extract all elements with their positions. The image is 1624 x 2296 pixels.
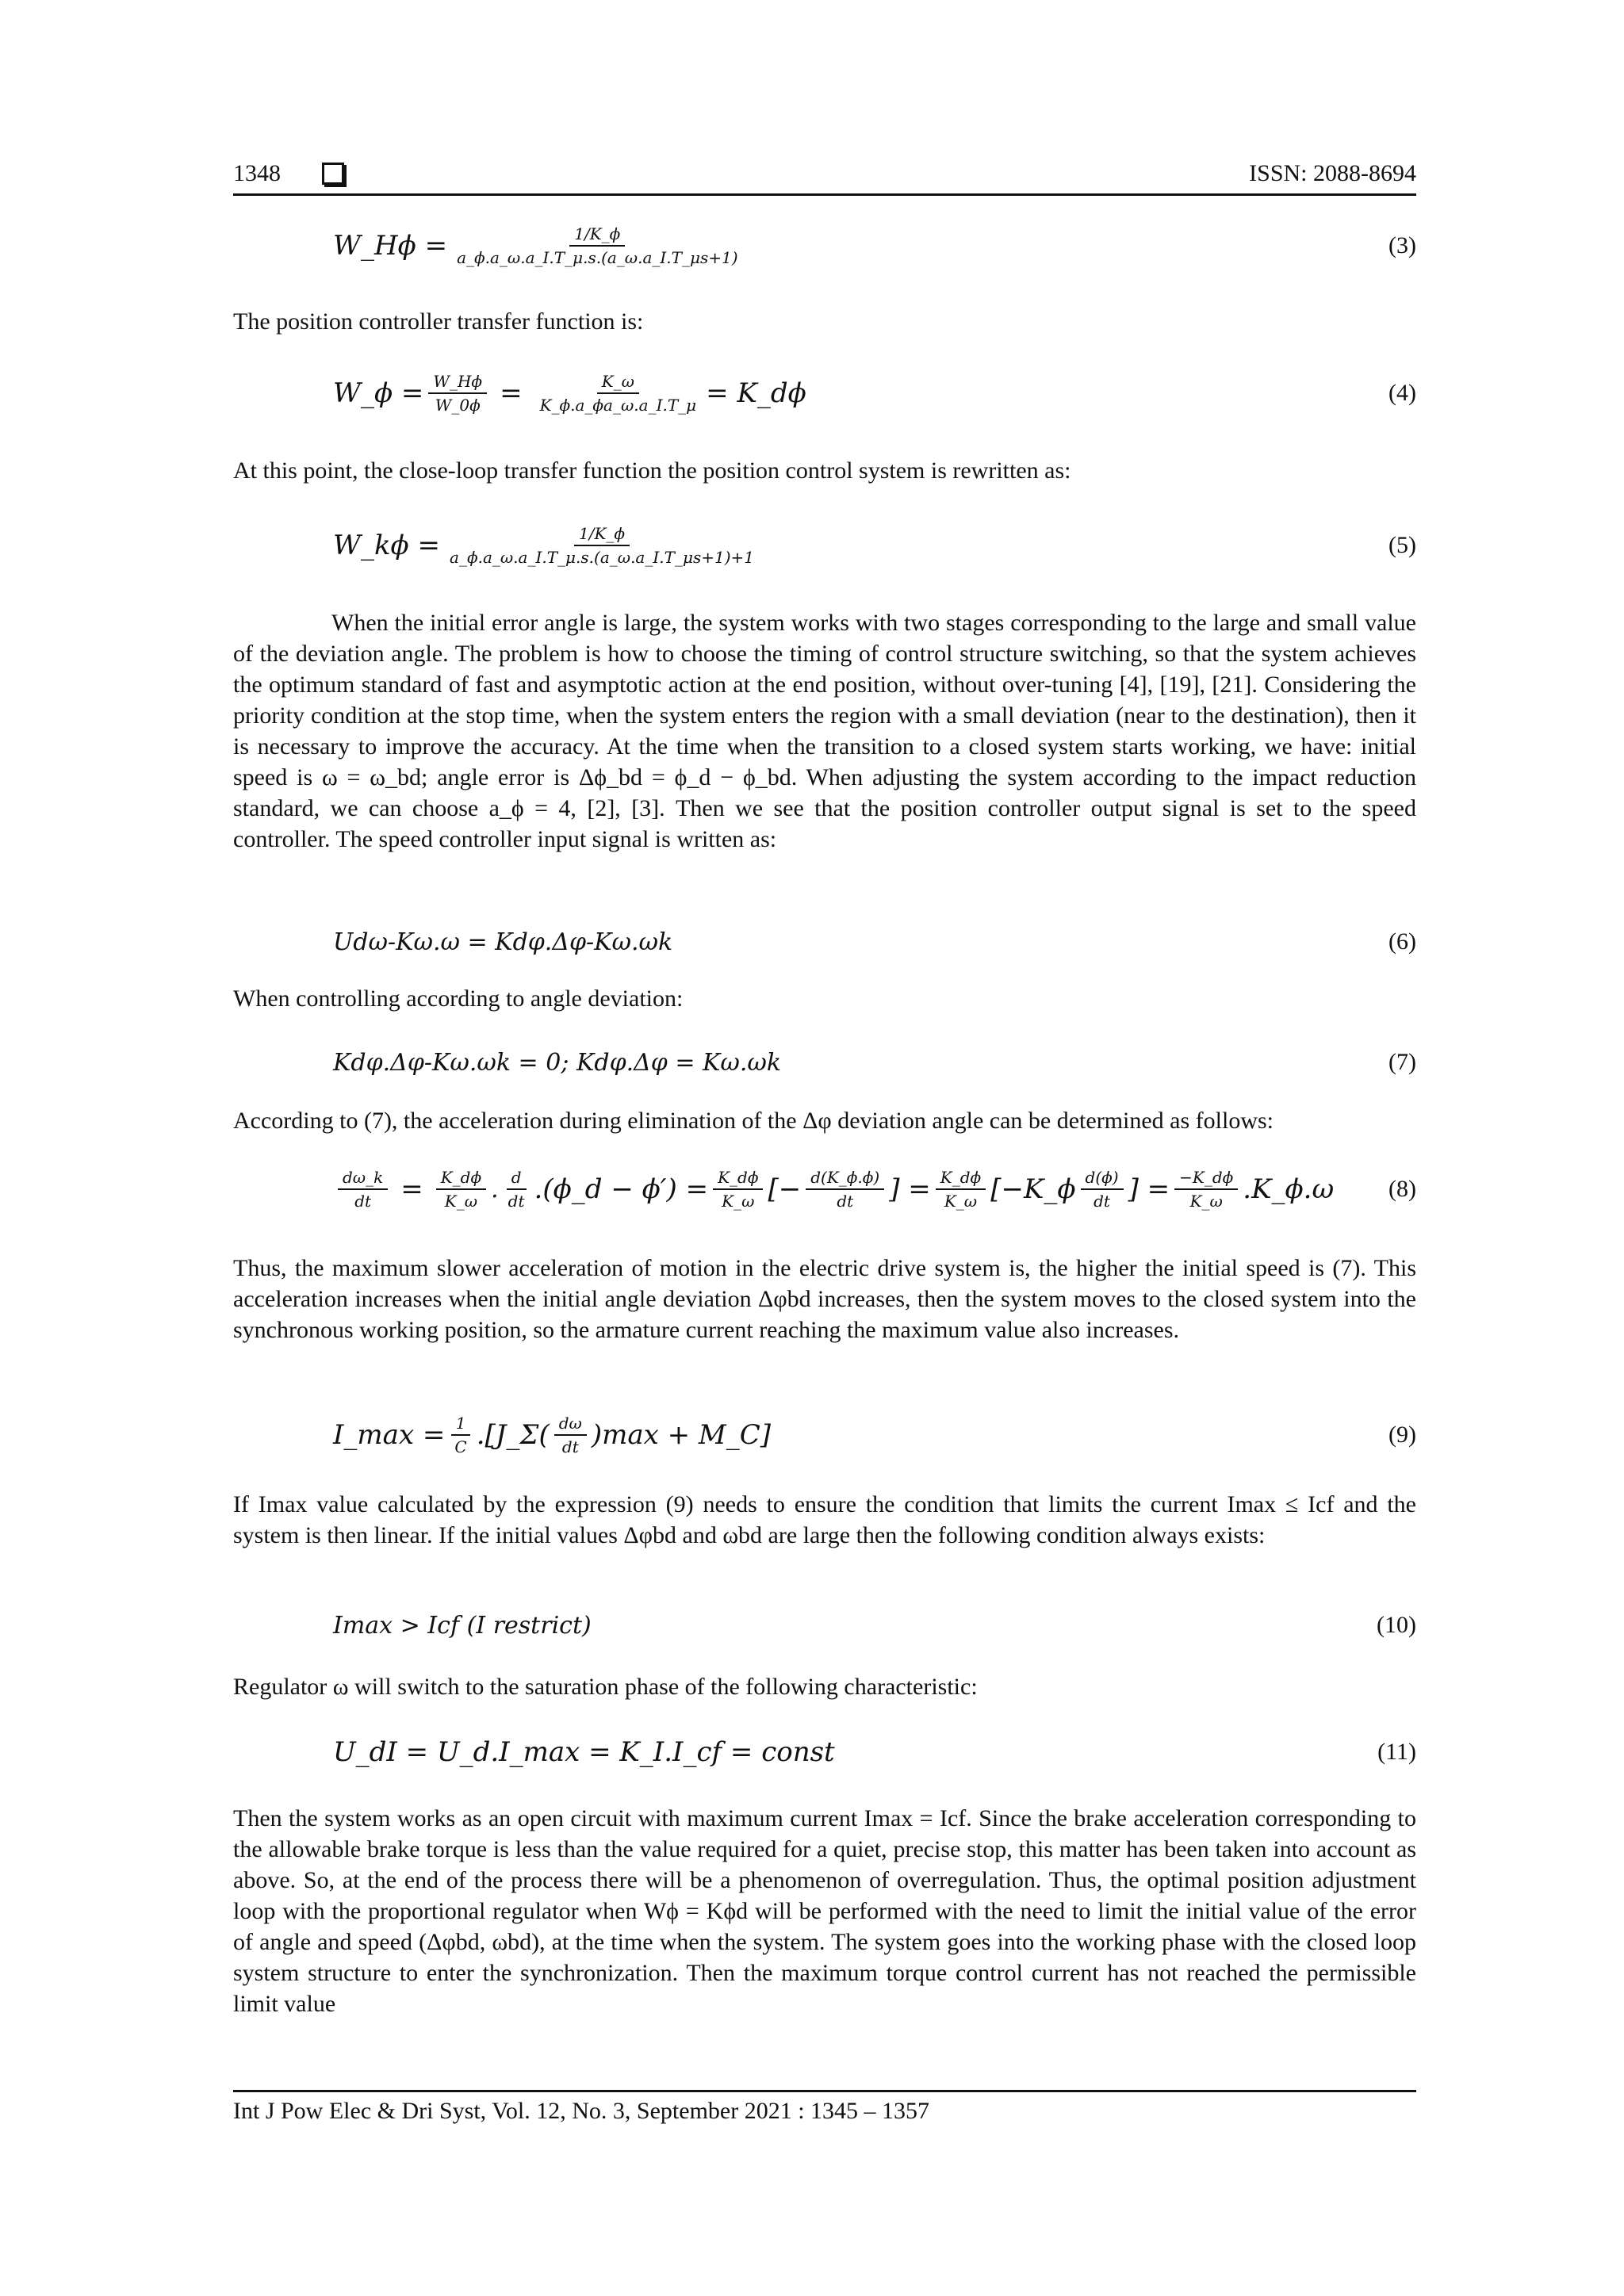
eq8-fraction-1	[338, 1168, 388, 1211]
eq8-f5-d: dt	[837, 1192, 854, 1211]
paragraph-6: Thus, the maximum slower acceleration of motion in the electric drive system is, the higher the initial speed is (7). This acceleration increases when the initial angle deviation Δφbd increases, then the system moves to the closed system into the synchronous working position, so the armature current reaching the maximum value also increases.	[233, 1255, 1416, 1343]
eq8-f4-d: K_ω	[722, 1192, 755, 1211]
paragraph-1: The position controller transfer function is:	[233, 308, 644, 335]
paragraph-2: At this point, the close-loop transfer function the position control system is rewritten as:	[233, 457, 1071, 484]
paragraph-9: Then the system works as an open circuit with maximum current Imax = Icf. Since the brake acceleration corresponding to the allowable brake torque is less than the value required for a quiet, precise stop, this matter has been taken into account as above. So, at the end of the process there will be a phenomenon of overregulation. Thus, the optimal position adjustment loop with the proportional regulator when Wϕ = Kϕd will be performed with the need to limit the initial value of the error of angle and speed (Δφbd, ωbd), at the time when the system. The system goes into the working phase with the closed loop system structure to enter the synchronization. Then the maximum torque control current has not reached the permissible limit value	[233, 1805, 1416, 2017]
equation-4	[333, 369, 1416, 417]
eq8-fraction-2	[436, 1168, 486, 1211]
equation-5	[333, 522, 1416, 569]
equation-9-expr	[333, 1411, 771, 1459]
eq9-g-n: dω	[554, 1414, 587, 1436]
eq8-f1-n: dω_k	[338, 1168, 388, 1190]
equation-3	[333, 222, 1416, 270]
eq9-tail: )max + M_C]	[591, 1419, 772, 1451]
footer-rule	[233, 2090, 1416, 2092]
eq8-mid4: [−K_ϕ	[990, 1173, 1076, 1205]
eq8-fraction-3	[504, 1168, 530, 1211]
eq9-number: (9)	[1388, 1422, 1416, 1448]
eq5-fraction	[445, 524, 759, 567]
eq8-dot: .	[491, 1175, 499, 1203]
eq9-fraction-2	[554, 1414, 587, 1456]
eq4-f2-denominator: K_ϕ.a_ϕa_ω.a_I.T_μ	[539, 396, 697, 415]
eq4-fraction-1	[428, 372, 487, 415]
eq6-number: (6)	[1388, 928, 1416, 955]
header-rule	[233, 193, 1416, 196]
eq8-f1-d: dt	[354, 1192, 372, 1211]
header-left	[233, 160, 344, 187]
eq9-body: .[J_Σ(	[476, 1419, 550, 1451]
eq8-number: (8)	[1388, 1176, 1416, 1202]
equation-9	[333, 1411, 1416, 1459]
eq8-mid2: [−	[768, 1173, 802, 1205]
eq4-fraction-2	[535, 372, 702, 415]
eq5-numerator: 1/K_ϕ	[574, 524, 630, 546]
equation-10-expr: Imax > Icf (I restrict)	[333, 1611, 592, 1640]
eq11-number: (11)	[1377, 1739, 1416, 1765]
eq4-f1-denominator: W_0ϕ	[435, 396, 481, 415]
eq5-number: (5)	[1388, 532, 1416, 558]
eq8-f5-n: d(K_ϕ.ϕ)	[806, 1168, 884, 1190]
equation-7	[333, 1039, 1416, 1086]
eq8-fraction-5	[806, 1168, 884, 1211]
paragraph-7: If Imax value calculated by the expression (9) needs to ensure the condition that limits the current Imax ≤ Icf and the system is then linear. If the initial values Δφbd and ωbd are large then the following condition always exists:	[233, 1491, 1416, 1548]
equation-11	[333, 1728, 1416, 1776]
eq4-equals: =	[500, 377, 523, 409]
running-footer: Int J Pow Elec & Dri Syst, Vol. 12, No. 3, September 2021 : 1345 – 1357	[233, 2098, 930, 2124]
eq8-fraction-6	[936, 1168, 986, 1211]
eq3-number: (3)	[1388, 232, 1416, 258]
paragraph-3: When the initial error angle is large, the system works with two stages corresponding to the large and small value of the deviation angle. The problem is how to choose the timing of control structure switching, so that the system achieves the optimum standard of fast and asymptotic action at the end position, without over-tuning [4], [19], [21]. Considering the priority condition at the stop time, when the system enters the region with a small deviation (near to the destination), then it is necessary to improve the accuracy. At the time when the transition to a closed system starts working, we have: initial speed is ω = ω_bd; angle error is Δϕ_bd = ϕ_d − ϕ_bd. When adjusting the system according to the impact reduction standard, we can choose a_ϕ = 4, [2], [3]. Then we see that the position controller output signal is set to the speed controller. The speed controller input signal is written as:	[233, 610, 1416, 852]
eq4-f2-numerator: K_ω	[597, 372, 639, 394]
eq8-f3-d: dt	[508, 1192, 525, 1211]
issn: ISSN: 2088-8694	[1249, 160, 1416, 186]
eq8-mid3: ] =	[889, 1173, 931, 1205]
eq4-number: (4)	[1388, 380, 1416, 406]
eq8-eq1: =	[400, 1173, 423, 1205]
equation-4-expr	[333, 369, 806, 417]
eq8-f4-n: K_dϕ	[713, 1168, 763, 1190]
ballot-box-icon	[322, 163, 344, 185]
eq8-fraction-7	[1081, 1168, 1124, 1211]
eq7-number: (7)	[1388, 1049, 1416, 1075]
eq8-f8-d: K_ω	[1189, 1192, 1223, 1211]
eq3-numerator: 1/K_ϕ	[569, 224, 625, 247]
equation-11-expr: U_dI = U_d.I_max = K_I.I_cf = const	[333, 1736, 835, 1768]
eq9-fraction-1	[450, 1414, 471, 1456]
eq3-lhs: W_Hϕ =	[333, 230, 448, 262]
eq8-fraction-4	[713, 1168, 763, 1211]
eq8-f3-n: d	[507, 1168, 527, 1190]
eq8-f6-n: K_dϕ	[936, 1168, 986, 1190]
eq8-mid5: ] =	[1128, 1173, 1170, 1205]
eq9-lhs: I_max =	[333, 1419, 446, 1451]
eq8-f2-n: K_dϕ	[436, 1168, 486, 1190]
equation-6-expr: Udω-Kω.ω = Kdφ.Δφ-Kω.ωk	[333, 928, 673, 956]
equation-8	[333, 1165, 1416, 1213]
page-number: 1348	[233, 160, 281, 186]
eq5-lhs: W_kϕ =	[333, 530, 441, 561]
paragraph-4: When controlling according to angle deviation:	[233, 985, 684, 1012]
equation-6	[333, 918, 1416, 966]
eq9-g-d: dt	[561, 1437, 579, 1456]
eq4-lhs: W_ϕ =	[333, 377, 424, 409]
eq10-number: (10)	[1377, 1612, 1416, 1638]
eq9-f-n: 1	[451, 1414, 471, 1436]
eq8-f6-d: K_ω	[944, 1192, 978, 1211]
eq8-f7-d: dt	[1094, 1192, 1110, 1211]
running-header	[233, 155, 1416, 192]
eq4-f1-numerator: W_Hϕ	[428, 372, 487, 394]
paragraph-5: According to (7), the acceleration during elimination of the Δφ deviation angle can be determined as follows:	[233, 1108, 1274, 1134]
eq4-rhs: = K_dϕ	[706, 377, 806, 409]
eq8-f7-n: d(ϕ)	[1081, 1168, 1124, 1190]
eq5-denominator: a_ϕ.a_ω.a_I.T_μ.s.(a_ω.a_I.T_μs+1)+1	[450, 548, 754, 567]
equation-3-expr	[333, 222, 748, 270]
eq3-denominator: a_ϕ.a_ω.a_I.T_μ.s.(a_ω.a_I.T_μs+1)	[457, 248, 738, 267]
eq8-tail: .K_ϕ.ω	[1243, 1173, 1335, 1205]
eq3-fraction	[452, 224, 742, 267]
equation-7-expr: Kdφ.Δφ-Kω.ωk = 0; Kdφ.Δφ = Kω.ωk	[333, 1048, 782, 1077]
equation-8-expr	[333, 1165, 1334, 1213]
eq8-f8-n: −K_dϕ	[1174, 1168, 1238, 1190]
equation-5-expr	[333, 522, 764, 569]
eq9-f-d: C	[454, 1437, 467, 1456]
eq8-fraction-8	[1174, 1168, 1238, 1211]
eq8-f2-d: K_ω	[444, 1192, 478, 1211]
paragraph-8: Regulator ω will switch to the saturation phase of the following characteristic:	[233, 1674, 978, 1700]
equation-10	[333, 1601, 1416, 1649]
eq8-mid1: .(ϕ_d − ϕ′) =	[534, 1173, 709, 1205]
